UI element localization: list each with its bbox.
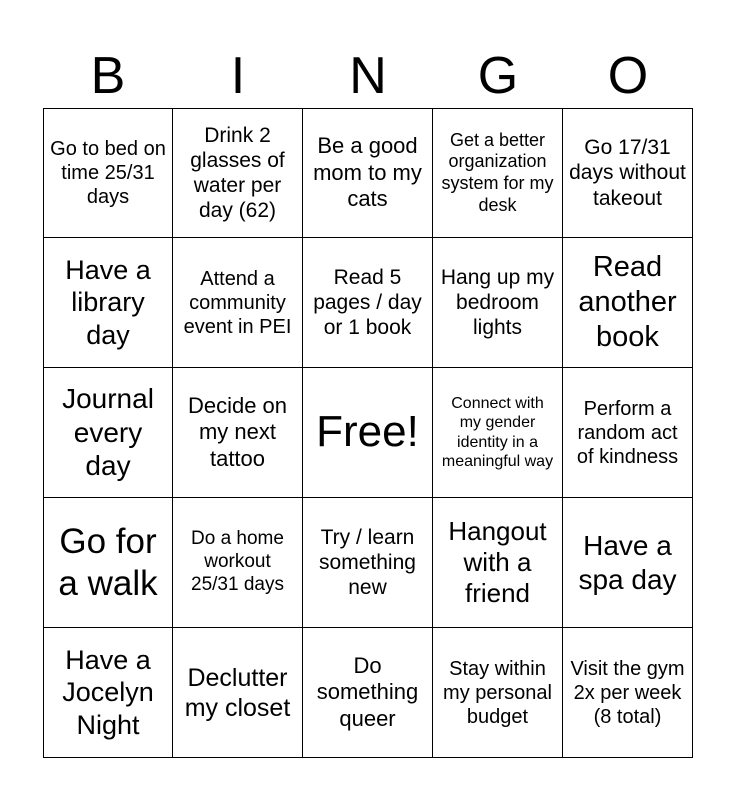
bingo-cell[interactable]: Have a Jocelyn Night: [43, 628, 173, 758]
bingo-cell[interactable]: Do something queer: [303, 628, 433, 758]
bingo-cell[interactable]: Attend a community event in PEI: [173, 238, 303, 368]
bingo-cell[interactable]: Have a spa day: [563, 498, 693, 628]
bingo-cell[interactable]: Perform a random act of kindness: [563, 368, 693, 498]
bingo-cell[interactable]: Try / learn something new: [303, 498, 433, 628]
header-letter-g: G: [477, 47, 519, 105]
bingo-cell[interactable]: Go for a walk: [43, 498, 173, 628]
bingo-cell[interactable]: Do a home workout 25/31 days: [173, 498, 303, 628]
bingo-header: [43, 44, 693, 108]
bingo-cell[interactable]: Decide on my next tattoo: [173, 368, 303, 498]
bingo-cell[interactable]: Have a library day: [43, 238, 173, 368]
header-letter-n: N: [349, 47, 387, 105]
bingo-cell[interactable]: Go to bed on time 25/31 days: [43, 108, 173, 238]
bingo-cell[interactable]: Connect with my gender identity in a meaningful way: [433, 368, 563, 498]
bingo-cell[interactable]: Stay within my personal budget: [433, 628, 563, 758]
bingo-cell[interactable]: Hang up my bedroom lights: [433, 238, 563, 368]
bingo-cell[interactable]: Declutter my closet: [173, 628, 303, 758]
header-letter-b: B: [90, 47, 126, 105]
bingo-board: [43, 108, 693, 758]
bingo-cell[interactable]: Hangout with a friend: [433, 498, 563, 628]
header-letter-o: O: [607, 47, 649, 105]
bingo-cell[interactable]: Journal every day: [43, 368, 173, 498]
free-space[interactable]: Free!: [303, 368, 433, 498]
bingo-cell[interactable]: Be a good mom to my cats: [303, 108, 433, 238]
bingo-cell[interactable]: Read another book: [563, 238, 693, 368]
bingo-cell[interactable]: Visit the gym 2x per week (8 total): [563, 628, 693, 758]
bingo-cell[interactable]: Read 5 pages / day or 1 book: [303, 238, 433, 368]
bingo-cell[interactable]: Go 17/31 days without takeout: [563, 108, 693, 238]
bingo-cell[interactable]: Drink 2 glasses of water per day (62): [173, 108, 303, 238]
bingo-cell[interactable]: Get a better organization system for my desk: [433, 108, 563, 238]
header-letter-i: I: [230, 47, 246, 105]
